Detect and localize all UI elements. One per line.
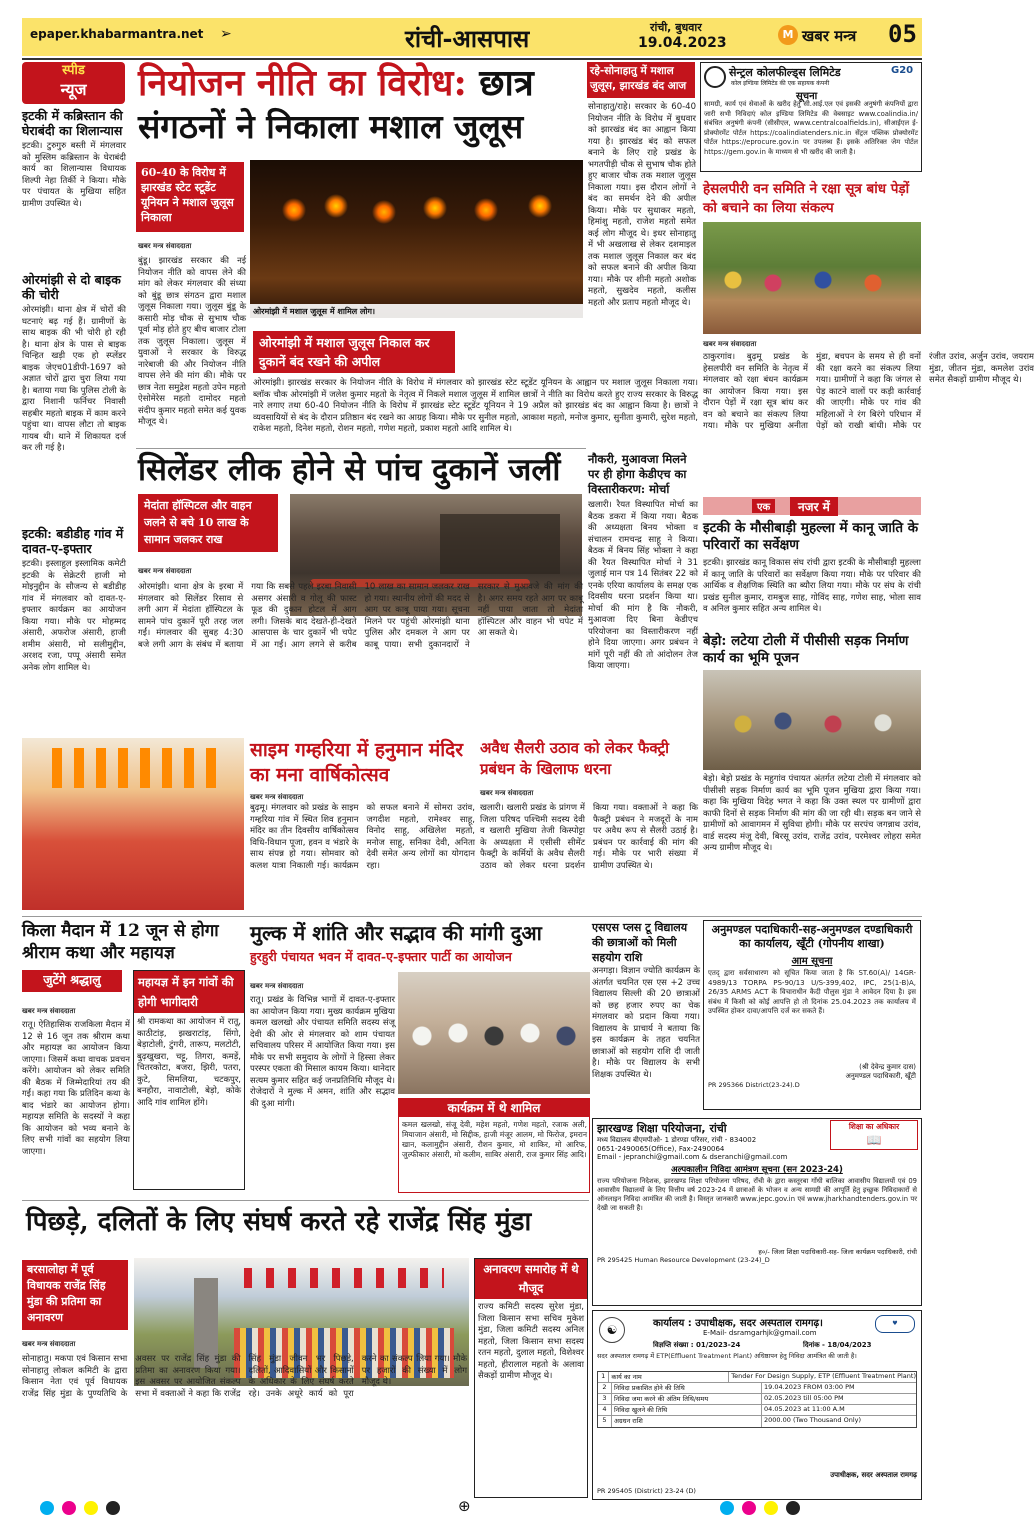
lead-highlight-box: 60-40 के विरोध में झारखंड स्टेट स्टूडेंट यूनियन ने मशाल जुलूस निकाला (136, 162, 244, 232)
hospital-row-value: 19.04.2023 FROM 03:00 PM (764, 1383, 855, 1391)
rakhi-photo (703, 222, 921, 334)
jepc-address: मध्य विद्यालय बीएमपीओ- 1 डोरण्डा परिसर, रांची - 834002 (597, 1136, 757, 1144)
shiksha-tag: शिक्षा का अधिकार (848, 1122, 900, 1131)
lead-torch-photo (250, 160, 583, 318)
ram-katha-byline: खबर मन्त्र संवाददाता (22, 1007, 76, 1015)
hospital-row (598, 1394, 916, 1405)
iftar-photo (398, 972, 590, 1094)
hospital-email: E-Mail- dsramgarhjk@gmail.com (703, 1329, 817, 1337)
cylinder-top-rule (136, 448, 586, 449)
hospital-row-value: 04.05.2023 at 11:00 A.M (764, 1405, 845, 1413)
iftar-box-title: कार्यक्रम में थे शामिल (399, 1099, 589, 1117)
khunti-title: आम सूचना (791, 956, 833, 967)
ormanjhi-headline-box: ओरमांझी में मशाल जुलूस निकाल कर दुकानें बंद रखने की अपील (253, 331, 455, 373)
ram-katha-tag: जुटेंगे श्रद्धालु (22, 970, 122, 992)
khunti-signed: (श्री देवेन्द्र कुमार दास) (859, 1063, 916, 1071)
hospital-row-item: अग्रधन राशि (612, 1416, 762, 1427)
jepc-body: राज्य परियोजना निदेशक, झारखण्ड शिक्षा परियोजना परिषद, राँची के द्वारा कस्तूरबा गाँधी बालिका आवासीय विद्यालयों एवं 09 आवासीय विद्यालयों के लिए वित्तीय वर्ष 2023-24 में छात्राओं के भोजन व अन्य सामग्री की आपूर्ति हेतु इच्छुक निविदाकारों से ऑनलाइन निविदा आमंत्रित की जाती है। विस्तृत जानकारी www.jepc.gov.in एवं www.jharkhandtenders.gov.in पर देखी जा सकती है। (597, 1177, 917, 1212)
hospital-row-item: कार्य का नाम (609, 1372, 729, 1382)
khunti-designation: अनुमण्डल पदाधिकारी, खूँटी (845, 1072, 916, 1080)
munda-headline: पिछड़े, दलितों के लिए संघर्ष करते रहे राजेंद्र सिंह मुंडा (26, 1207, 532, 1237)
hospital-table (597, 1371, 917, 1428)
salary-headline: अवैध सैलरी उठाव को लेकर फैक्ट्री प्रबंधन के खिलाफ धरना (480, 739, 670, 778)
shiksha-logo (830, 1120, 918, 1150)
hospital-office: कार्यालय : उपाधीक्षक, सदर अस्पताल रामगढ़। (653, 1318, 823, 1329)
cylinder-highlight-box: मेदांता हॉस्पिटल और वाहन जलने से बचे 10 लाख के सामान जलकर राख (138, 494, 278, 552)
ek-nazar-title-2: बेड़ो: लटेया टोली में पीसीसी सड़क निर्माण कार्य का भूमि पूजन (703, 633, 909, 666)
hospital-notice-date: दिनांक - 18/04/2023 (803, 1341, 872, 1349)
cylinder-headline: सिलेंडर लीक होने से पांच दुकानें जलीं (138, 452, 561, 488)
ccl-logo-icon (704, 66, 726, 88)
ek-nazar-label-b: नजर में (790, 497, 838, 516)
section-title: रांची-आसपास (405, 24, 530, 53)
hospital-row (598, 1416, 916, 1427)
khunti-office: अनुमण्डल पदाधिकारी-सह-अनुमण्डल दण्डाधिकारी का कार्यालय, खूँटी (गोपनीय शाखा) (711, 923, 913, 950)
speed-news-badge-line2: न्यूज (60, 80, 87, 99)
ram-katha-body: रातू। ऐतिहासिक राजकिला मैदान में 12 से 16 जून तक श्रीराम कथा और महायज्ञ का आयोजन किया जाएगा। जिसमें कथा वाचक प्रवचन करेंगे। आयोजन को लेकर समिति की बैठक में जिम्मेदारियां तय की गईं। कहा गया कि प्रतिदिन कथा के बाद भंडारे का आयोजन होगा। महायज्ञ समिति के सदस्यों ने कहा कि आयोजन को भव्य बनाने के लिए सभी गांवों का सहयोग लिया जाएगा। (22, 1020, 130, 1157)
brand-name: खबर मन्त्र (802, 27, 857, 45)
reg-dot-cyan (40, 1501, 54, 1515)
speed-news-badge-line1: स्पीड (62, 63, 85, 78)
registration-crosshair-icon: ⊕ (458, 1497, 471, 1515)
speed-news-body-3: इटकी। इस्लाहुल इस्लामिक कमेटी इटकी के सेक्रेटरी हाजी मो मोइनुद्दीन के सौजन्य से बडीडीह गांव में मंगलवार को दावत-ए-इफ्तार कार्यक्रम का आयोजन किया गया। मौके पर मोहम्मद अंसारी, अफरोज अंसारी, हाजी शमीम अंसारी, मो सलीमुद्दीन, अरशद रजा, पप्पू अंसारी समेत अनेक लोग शामिल थे। (22, 559, 126, 673)
hospital-row (598, 1372, 916, 1383)
speed-news-body-1: इटकी। टुरुगुरु बस्ती में मंगलवार को मुस्लिम कब्रिस्तान के घेराबंदी कार्य का शिलान्यास विधायक शिल्पी नेहा तिर्की ने किया। मौके पर पंचायत के मुखिया सहित ग्रामीण उपस्थित थे। (22, 141, 126, 209)
rakhi-byline: खबर मन्त्र संवाददाता (703, 340, 757, 348)
ek-nazar-title-1: इटकी के मौसीबाड़ी मुहल्ला में कानू जाति के परिवारों का सर्वेक्षण (703, 520, 919, 553)
iftar-box-body: कमल खलखो, संजू देवी, महेश महतो, गणेश महतो, रजाक अली, मियाजान अंसारी, मो सिद्दीक, हाजी मंजूर आलम, मो फिरोज, इमरान खान, कलामुद्दीन अंसारी, रौशन कुमार, मो शाकिर, मो आरिफ, जुल्फीकार अंसारी, मो कलीम, साबिर अंसारी, राज कुमार सिंह आदि। (402, 1120, 587, 1159)
hospital-row-value: 2000.00 (Two Thousand Only) (764, 1416, 862, 1424)
iftar-people (404, 1012, 584, 1072)
cursor-icon: ➢ (220, 26, 232, 42)
jepc-notice-title: अल्पकालीन निविदा आमंत्रण सूचना (सन 2023-24) (671, 1165, 843, 1175)
rakhi-headline: हेसलपीरी वन समिति ने रक्षा सूत्र बांध पेड़ों को बचाने का लिया संकल्प (703, 181, 910, 216)
iit-body: अनगड़ा। विज्ञान ज्योति कार्यक्रम के अंतर्गत चयनित एस एस +2 उच्च विद्यालय सिल्ली की 20 छात्राओं को छह हजार रुपए का चेक मंगलवार को प्रदान किया गया। विद्यालय के प्राचार्य ने बताया कि इस कार्यक्रम के तहत चयनित छात्राओं को सहयोग राशि दी जाती है। मौके पर विद्यालय के सभी शिक्षक उपस्थित थे। (592, 966, 700, 1080)
munda-body: सोनाहातु। मकपा एवं किसान सभा सोनाहातु लोकल कमिटी के द्वारा किसान नेता एवं पूर्व विधायक राजेंद्र सिंह मुंडा के पुण्यतिथि के अवसर पर राजेंद्र सिंह मुंडा की प्रतिमा का अनावरण किया गया। इस अवसर पर आयोजित संकल्प सभा में वक्ताओं ने कहा कि राजेंद्र सिंह मुंडा जीवन भर पिछड़े, दलितों, आदिवासियों और किसानों के अधिकार के लिए संघर्ष करते रहे। उनके अधूरे कार्य को पूरा करने का संकल्प लिया गया। मौके पर हजारों की संख्या में लोग मौजूद थे। (22, 1354, 467, 1399)
ek-nazar-body-1: इटकी। झारखंड कानू विकास संघ रांची द्वारा इटकी के मौसीबाड़ी मुहल्ला में कानू जाति के परिवारों का सर्वेक्षण किया गया। मौके पर परिवार की आर्थिक व शैक्षणिक स्थिति का ब्यौरा लिया गया। मौके पर संघ के रांची प्रखंड सुनील कुमार, रामबुज साह, गोविंद साह, गणेश साह, भोला साव व अनिल कुमार सहित अन्य शामिल थे। (703, 558, 921, 614)
speed-news-title-2: ओरमांझी से दो बाइक की चोरी (22, 272, 121, 302)
hospital-row-item: निविदा प्रकाशित होने की तिथि (612, 1383, 762, 1393)
munda-top-rule (22, 1200, 589, 1201)
hospital-row-no: 3 (598, 1394, 612, 1404)
ccl-notice-title: सूचना (796, 91, 818, 102)
jobs-headline: नौकरी, मुआवजा मिलने पर ही होगा केडीएच का विस्तारीकरण: मोर्चा (588, 452, 687, 496)
hospital-row-no: 5 (598, 1416, 612, 1427)
khunti-body: एतद् द्वारा सर्वसाधारण को सूचित किया जाता है कि ST.60(A)/ 14GR-4989/13 TORPA PS-90/13 U/S-399,402, IPC, 25(1-B)A, 26/35 ARMS ACT के विचाराधीन कैदी पौलुस मुंडा ने आवेदन दिया है। इस संबंध में किसी को कोई आपत्ति हो तो दिनांक 25.04.2023 तक कार्यालय में उपस्थित होकर दावा/आपत्ति दर्ज कर सकते हैं। (708, 969, 916, 1015)
cylinder-debris (440, 514, 560, 574)
reg-dot-magenta (742, 1501, 756, 1515)
hanuman-body: बुढ़मू। मंगलवार को प्रखंड के साइम गम्हरिया गांव में स्थित शिव हनुमान मंदिर का तीन दिवसीय वार्षिकोत्सव विधि-विधान पूजा, हवन व भंडारे के साथ संपन्न हो गया। सोमवार को कलश यात्रा निकाली गई। कार्यक्रम को सफल बनाने में सोमरा उरांव, जगदीश महतो, रामेश्वर साहू, विनोद साहू, अखिलेश महतो, मनोज साहू, सनिका देवी, अनिता देवी समेत अन्य लोगों का योगदान रहा। (250, 803, 475, 871)
hospital-row-no: 2 (598, 1383, 612, 1393)
iit-headline: एसएस प्लस टू विद्यालय की छात्राओं को मिली सहयोग राशि (592, 921, 688, 964)
hospital-ad (592, 1310, 922, 1500)
iftar-body: रातू। प्रखंड के विभिन्न भागों में दावत-ए-इफ्तार का आयोजन किया गया। मुख्य कार्यक्रम मुखिया कमल खलखो और पंचायत समिति सदस्य संजू देवी की ओर से मंगलवार को शाम पंचायत सचिवालय परिसर में आयोजित किया गया। इस मौके पर सभी समुदाय के लोगों ने हिस्सा लेकर परस्पर एकता की मिसाल कायम किया। थानेदार सत्यम कुमार सहित कई जनप्रतिनिधि मौजूद थे। रोजेदारों ने मुल्क में अमन, शांति और सद्भाव की दुआ मांगी। (250, 995, 395, 1109)
ram-katha-headline: किला मैदान में 12 जून से होगा श्रीराम कथा और महायज्ञ (22, 921, 219, 963)
hospital-pr: PR 295405 (District) 23-24 (D) (597, 1487, 696, 1495)
lead-headline-line1 (138, 62, 534, 104)
hospital-emblem-icon: ☯ (599, 1317, 625, 1343)
hospital-row (598, 1405, 916, 1416)
ek-nazar-people (713, 700, 913, 760)
rakhi-people (713, 262, 913, 322)
lead-headline-line2: संगठनों ने निकाला मशाल जुलूस (138, 107, 524, 146)
iftar-subheadline: हुरहुरी पंचायत भवन में दावत-ए-इफ्तार पार्टी का आयोजन (250, 949, 512, 964)
khunti-pr: PR 295366 District(23-24).D (708, 1081, 800, 1089)
ek-nazar-photo (703, 670, 921, 770)
salary-byline: खबर मन्त्र संवाददाता (480, 789, 534, 797)
ram-katha-box-title: महायज्ञ में इन गांवों की होगी भागीदारी (134, 971, 244, 1013)
ccl-org-name: सेन्ट्रल कोलफील्ड्स लिमिटेड (729, 66, 841, 79)
lead-byline: खबर मन्त्र संवाददाता (138, 242, 192, 250)
hanuman-byline: खबर मन्त्र संवाददाता (250, 793, 304, 801)
munda-box-body: राज्य कमिटी सदस्य सुरेश मुंडा, जिला किसान सभा सचिव मुकेश मुंडा, जिला कमिटी सदस्य अनिल महतो, जिला किसान सभा सदस्य रतन महतो, दुलाल महतो, विशेश्वर महतो, हीरालाल महतो के अलावा सैकड़ों ग्रामीण मौजूद थे। (478, 1302, 584, 1381)
ek-nazar-label-a: एक (752, 499, 775, 513)
jepc-signed: ह०/- जिला शिक्षा पदाधिकारी-सह- जिला कार्यक्रम पदाधिकारी, रांची (758, 1248, 917, 1256)
site-url[interactable]: epaper.khabarmantra.net (30, 27, 204, 41)
speed-news-badge (22, 62, 125, 104)
cylinder-body: ओरमांझी। थाना क्षेत्र के इरबा में मंगलवार को सिलेंडर रिसाव से लगी आग में मेदांता हॉस्पिटल के सामने पांच दुकानें पूरी तरह जल गईं। मंगलवार की सुबह 4:30 बजे लगी आग के संबंध में बताया गया कि सबसे पहले इरबा निवासी असगर अंसारी व गोलू की फास्ट फूड की दुकान होटल में आग लगी। जिसके बाद देखते-ही-देखते आसपास के चार दुकानें भी चपेट में आ गईं। आग लगने से करीब 10 लाख का सामान जलकर राख हो गया। स्थानीय लोगों की मदद से आग पर काबू पाया गया। सूचना मिलने पर पहुंची ओरमांझी थाना पुलिस और दमकल ने आग पर काबू पाया। सभी दुकानदारों ने सरकार से मुआवजे की मांग की है। अगर समय रहते आग पर काबू नहीं पाया जाता तो मेदांता हॉस्पिटल और वाहन भी चपेट में आ सकते थे। (138, 582, 583, 650)
hospital-row-value: 02.05.2023 till 05:00 PM (764, 1394, 844, 1402)
ccl-subtitle: कोल इण्डिया लिमिटेड की एक सहायक कंपनी (731, 80, 830, 87)
ram-katha-box-body: श्री रामकथा का आयोजन में रातू, काठीटांड़, झखराटांड़, सिंगो, बेड़ाटोली, टुंगरी, तारूप, मलटोटी, बुढ़खुखरा, चट्टू, तिगरा, कमड़ें, चितरकोटा, बजरा, झिरी, पतरा, कुटे, सिमलिया, चटकपुर, बनहौरा, नावाटोली, बेड़ो, कोके आदि गांव शामिल होंगे। (137, 1017, 241, 1108)
brand-logo-icon: M (778, 25, 798, 45)
speed-news-title-3: इटकी: बडीडीह गांव में दावत-ए-इफ्तार (22, 526, 124, 556)
header-date: 19.04.2023 (638, 35, 727, 51)
iftar-byline: खबर मन्त्र संवाददाता (250, 982, 304, 990)
reg-dot-black (106, 1501, 120, 1515)
hospital-row-value: Tender For Design Supply, ETP (Effluent Treatment Plant) (731, 1372, 916, 1380)
hospital-notice-no: विज्ञप्ति संख्या : 01/2023-24 (653, 1341, 741, 1349)
reg-dot-cyan (720, 1501, 734, 1515)
jepc-pr: PR 295425 Human Resource Development (23-24)_D (597, 1256, 770, 1264)
hospital-signed: उपाधीक्षक, सदर अस्पताल रामगढ़ (830, 1471, 917, 1479)
side-top-headline: रहे-सोनाहातु में मशाल जुलूस, झारखंड बंद आज (590, 65, 687, 92)
header-day: रांची, बुधवार (650, 21, 702, 34)
lead-headline-part1: नियोजन नीति का विरोध: (138, 62, 467, 104)
hospital-intro: सदर अस्पताल रामगढ़ में ETP(Effluent Treatment Plant) अधिष्ठापन हेतु निविदा आमंत्रित की जाती है। (597, 1352, 857, 1360)
torch-flame (270, 190, 570, 230)
jepc-email: Email - jepranchi@gmail.com & dseranchi@gmail.com (597, 1153, 788, 1161)
hanuman-photo (22, 738, 244, 910)
rakhi-body: ठाकुरगांव। बुढ़मू प्रखंड के हेसलपीरी वन समिति के नेतृत्व में मंगलवार को रक्षा बंधन कार्यक्रम का आयोजन किया गया। इस दौरान पेड़ों में रक्षा सूत्र बांध कर वन को बचाने का संकल्प लिया गया। मौके पर मुखिया अनीता मुंडा, बचपन के समय से ही वनों की रक्षा करने का संकल्प लिया गया। ग्रामीणों ने कहा कि जंगल से पेड़ काटने वालों पर कड़ी कार्रवाई की जाएगी। मौके पर गांव की महिलाओं ने रंग बिरंगे परिधान में पेड़ों को राखी बांधी। मौके पर रंजीत उरांव, अर्जुन उरांव, जयराम मुंडा, जीतन मुंडा, कमलेश उरांव समेत सैकड़ों ग्रामीण मौजूद थे। (703, 352, 1034, 431)
munda-highlight-box: बरसालोहा में पूर्व विधायक राजेंद्र सिंह मुंडा की प्रतिमा का अनावरण (22, 1260, 128, 1330)
ccl-notice-body: सामग्री, कार्य एवं सेवाओं के खरीद हेतु सी.आई.एल एवं इसकी अनुषंगी कंपनियों द्वारा जारी सभी निविदाएं कोल इण्डिया लिमिटेड की वेबसाइट www.coalindia.in/ संबंधित अनुषंगी कंपनी (सीसीएल, www.centralcoalfields.in), सीआईएल ई-प्रोक्योरमेंट पोर्टल https://coalindiatenders.nic.in सेंट्रल पब्लिक प्रोक्योरमेंट पोर्टल https://eprocure.gov.in पर उपलब्ध हैं। इसके अतिरिक्त जेम पोर्टल https://gem.gov.in के माध्यम से भी खरीद की जाती है। (704, 100, 918, 156)
lead-photo-caption: ओरमांझी में मशाल जुलूस में शामिल लोग। (253, 307, 376, 316)
hospital-row-no: 1 (598, 1372, 609, 1382)
jepc-title: झारखण्ड शिक्षा परियोजना, रांची (597, 1122, 727, 1135)
hospital-row (598, 1383, 916, 1394)
khunti-ad (703, 920, 921, 1110)
speed-news-title-1: इटकी में कब्रिस्तान की घेराबंदी का शिलान्यास (22, 108, 123, 138)
munda-box-title: अनावरण समारोह में थे मौजूद (475, 1259, 587, 1299)
ek-nazar-body-2: बेड़ो। बेड़ो प्रखंड के महुगांव पंचायत अंतर्गत लटेया टोली में मंगलवार को पीसीसी सड़क निर्माण कार्य का भूमि पूजन मुखिया द्वारा किया गया। कहा कि मुखिया विदेह भगत ने कहा कि उक्त स्थल पर ग्रामीणों द्वारा काफी दिनों से सड़क निर्माण की मांग की जा रही थी। सड़क बन जाने से ग्रामीणों को आवागमन में सुविधा होगी। मौके पर सरपंच जगन्नाथ उरांव, वार्ड सदस्य मंजू देवी, बिरसू उरांव, राजेंद्र उरांव, परमेश्वर लोहरा समेत अन्य ग्रामीण मौजूद थे। (703, 774, 921, 853)
munda-byline: खबर मन्त्र संवाददाता (22, 1340, 76, 1348)
hanuman-flags (52, 748, 222, 788)
cylinder-byline: खबर मन्त्र संवाददाता (138, 567, 192, 575)
jobs-body: खलारी। रैयत विस्थापित मोर्चा का बैठक डकरा में किया गया। बैठक की अध्यक्षता बिनय भोक्ता व संचालन रामचन्द्र साहू ने किया। बैठक में बिनय सिंह भोक्ता ने कहा की रैयत विस्थापित मोर्चा ने 31 जुलाई मान पत्र 14 सितंबर 22 को एनके एरिया कार्यालय के समक्ष एक दिवसीय धरना प्रदर्शन किया था। मोर्चा की मांग है कि नौकरी, मुआवजा दिए बिना केडीएच परियोजना का विस्तारीकरण नहीं होने दिया जाएगा। अगर प्रबंधन ने मांगें पूरी नहीं की तो आंदोलन तेज किया जाएगा। (588, 500, 698, 671)
hospital-row-item: निविदा जमा करने की अंतिम तिथि/समय (612, 1394, 762, 1404)
ccl-g20-logo: G20 (891, 65, 914, 76)
speed-news-column (22, 108, 126, 728)
hospital-row-item: निविदा खुलने की तिथि (612, 1405, 762, 1415)
hospital-row-no: 4 (598, 1405, 612, 1415)
page-number: 05 (888, 20, 917, 48)
reg-dot-magenta (62, 1501, 76, 1515)
iftar-headline: मुल्क में शांति और सद्भाव की मांगी दुआ (250, 921, 542, 945)
side-top-body: सोनाहातु/राहे। सरकार के 60-40 नियोजन नीति के विरोध में बुधवार को झारखंड बंद का आह्वान किया गया है। झारखंड बंद को सफल बनाने के लिए राहे प्रखंड के भगतपीड़ी चौक से सुभाष चौक होते हुए बाजार चौक तक मशाल जुलूस निकाला गया। इस दौरान लोगों ने बंद का समर्थन देने की अपील किया। मौके पर सुधाकर महतो, हिमांशु महतो, राजेश महतो समेत कई लोग मौजूद थे। इधर सोनाहातु में भी अखलाख से लेकर दशमाइल तक मशाल जुलूस निकाल कर बंद को सफल बनाने की अपील किया गया। मौके पर शीनी महतो अशोक महतो, सुखदेव महतो, कलीस महतो और प्रताप महतो मौजूद थे। (588, 102, 696, 308)
mid-divider (22, 916, 922, 917)
jepc-phone: 0651-2490065(Office), Fax-2490064 (597, 1145, 725, 1153)
salary-body: खलारी। खलारी प्रखंड के प्रांगण में जिला परिषद पश्चिमी सदस्य देवी व खलारी मुखिया तेजी किस्पोट्टा के अध्यक्षता में एसीसी सीमेंट फैक्ट्री के कर्मियों के अवैध सैलरी उठाव को लेकर धरना प्रदर्शन किया गया। वक्ताओं ने कहा कि फैक्ट्री प्रबंधन ने मजदूरों के नाम पर अवैध रूप से सैलरी उठाई है। प्रबंधन पर कार्रवाई की मांग की गई। मौके पर भारी संख्या में ग्रामीण उपस्थित थे। (480, 803, 698, 871)
header-divider (22, 58, 922, 60)
hanuman-headline: साइम गम्हरिया में हनुमान मंदिर का मना वार्षिकोत्सव (250, 739, 464, 786)
reg-dot-yellow (764, 1501, 778, 1515)
hospital-tag-icon: ♥ (875, 1315, 915, 1333)
book-icon: 📖 (866, 1133, 882, 1147)
ccl-ad (700, 62, 922, 172)
speed-news-body-2: ओरमांझी। थाना क्षेत्र में चोरों की घटनाएं बढ़ गई हैं। ग्रामीणों के साथ बाइक की भी चोरी हो रही है। थाना क्षेत्र के पास से बाइक चिन्हित खड़ी एक हो स्प्लेंडर बाइक जेएच01डीपी-1697 को अज्ञात चोरों द्वारा चुरा लिया गया है। बताया गया कि पुलिस टोली के द्वारा निशानी फर्निचर निवासी सहबीर महतो बाइक में काम करने पहुंचा था। वापस लौटा तो बाइक गायब थी। थाने में शिकायत दर्ज कर ली गई है। (22, 305, 126, 453)
reg-dot-yellow (84, 1501, 98, 1515)
color-registration-strip-right (720, 1500, 900, 1516)
lead-body: बुंडू। झारखंड सरकार की नई नियोजन नीति को वापस लेने की मांग को लेकर मंगलवार की संध्या को बुंडू छात्र संगठन द्वारा मशाल जुलूस निकाला गया। जुलूस बुंडू के कसारी मोड़ चौक से सुभाष चौक पूर्वा मोड़ होते हुए बीच बाजार टोला तक जुलूस निकाला। जुलूस में युवाओं ने सरकार के विरुद्ध नारेबाजी की और नियोजन नीति वापस लेने की मांग की। मौके पर छात्र नेता समुद्रेश महतो उपेन महतो ऐसोमेरेस महतो दामोदर महतो संदीप कुमार महतो समेत कई युवक मौजूद थे। (138, 256, 246, 427)
lead-headline-part2: छात्र (479, 62, 534, 104)
munda-red-flags (244, 1268, 444, 1288)
ormanjhi-body: ओरमांझी। झारखंड सरकार के नियोजन नीति के विरोध में मंगलवार को झारखंड स्टेट स्टूडेंट यूनियन के आह्वान पर मशाल जुलूस निकाला गया। ब्लॉक चौक ओरमांझी में जलेश कुमार महतो के नेतृत्व में निकले मशाल जुलूस में शामिल छात्रों ने नीति का विरोध करते हुए राज्य सरकार के विरुद्ध नारे लगाए तथा 60-40 नियोजन नीति के विरोध में झारखंड स्टेट स्टूडेंट यूनियन ने 19 अप्रैल को झारखंड बंद का आह्वान किया है। छात्रों ने व्यवसायियों से बंद के दौरान प्रतिष्ठान बंद रखने का आग्रह किया। मौके पर सुनील महतो, आकाश महतो, मनोज कुमार, सुनीता कुमारी, सुरेश महतो, राकेश महतो, दिनेश महतो, रोशन महतो, गणेश महतो, प्रकाश महतो आदि शामिल थे। (253, 378, 698, 434)
reg-dot-black (786, 1501, 800, 1515)
